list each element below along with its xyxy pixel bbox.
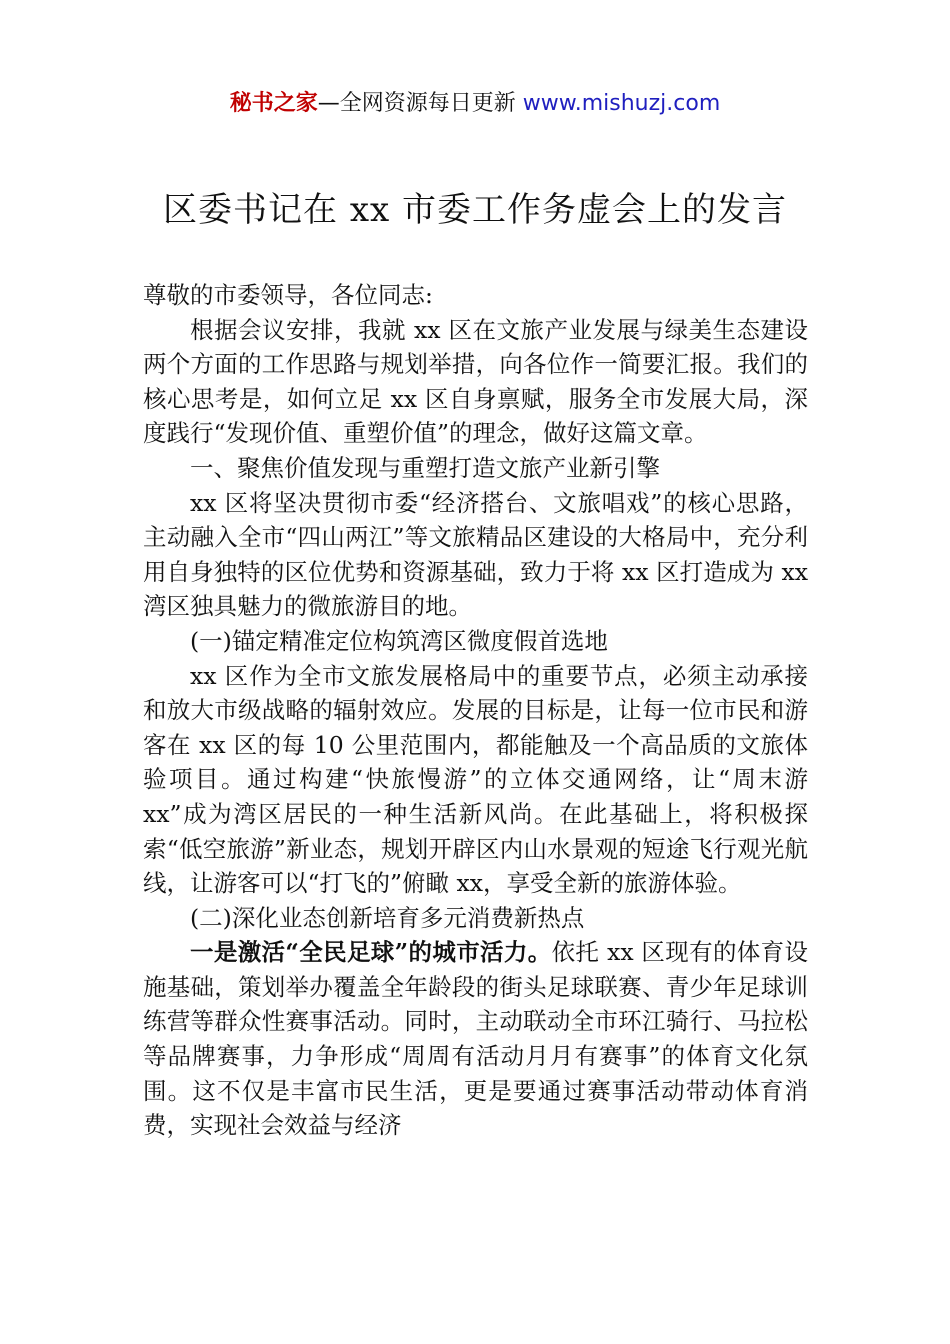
site-brand[interactable]: 秘书之家 — [229, 91, 318, 116]
site-header — [0, 88, 950, 120]
document-body — [143, 278, 808, 1143]
salutation: 尊敬的市委领导，各位同志: — [143, 281, 433, 309]
document-title: 区委书记在 xx 市委工作务虚会上的发言 — [163, 190, 787, 230]
paragraph: xx 区作为全市文旅发展格局中的重要节点，必须主动承接和放大市级战略的辐射效应。发展的目标是，让每一位市民和游客在 xx 区的每 10 公里范围内，都能触及一个高品质的文旅体验项目。通过构建“快旅慢游”的立体交通网络，让“周末游 xx”成为湾区居民的一种生活新风尚。在此基础上，将积极探索“低空旅游”新业态，规划开辟区内山水景观的短途飞行观光航线，让游客可以“打飞的”俯瞰 xx，享受全新的旅游体验。 — [143, 661, 808, 898]
site-url-link[interactable]: www.mishuzj.com — [522, 91, 721, 116]
site-tagline: —全网资源每日更新 — [317, 91, 523, 116]
paragraph — [143, 935, 808, 1143]
section-heading: 一、聚焦价值发现与重塑打造文旅产业新引擎 — [190, 453, 660, 482]
paragraph-text: 依托 xx 区现有的体育设施基础，策划举办覆盖全年龄段的街头足球联赛、青少年足球训练营等群众性赛事活动。同时，主动联动全市环江骑行、马拉松等品牌赛事，力争形成“周周有活动月月有赛事”的体育文化氛围。这不仅是丰富市民生活，更是要通过赛事活动带动体育消费，实现社会效益与经济 — [143, 938, 808, 1140]
subsection-heading: (二)深化业态创新培育多元消费新热点 — [190, 903, 585, 932]
paragraph: 根据会议安排，我就 xx 区在文旅产业发展与绿美生态建设两个方面的工作思路与规划举措，向各位作一简要汇报。我们的核心思考是，如何立足 xx 区自身禀赋，服务全市发展大局，深度践行“发现价值、重塑价值”的理念，做好这篇文章。 — [143, 315, 808, 448]
paragraph: xx 区将坚决贯彻市委“经济搭台、文旅唱戏”的核心思路，主动融入全市“四山两江”等文旅精品区建设的大格局中，充分利用自身独特的区位优势和资源基础，致力于将 xx 区打造成为 xx 湾区独具魅力的微旅游目的地。 — [143, 488, 808, 621]
paragraph-lead: 一是激活“全民足球”的城市活力。 — [190, 938, 552, 967]
subsection-heading: (一)锚定精准定位构筑湾区微度假首选地 — [190, 626, 608, 655]
